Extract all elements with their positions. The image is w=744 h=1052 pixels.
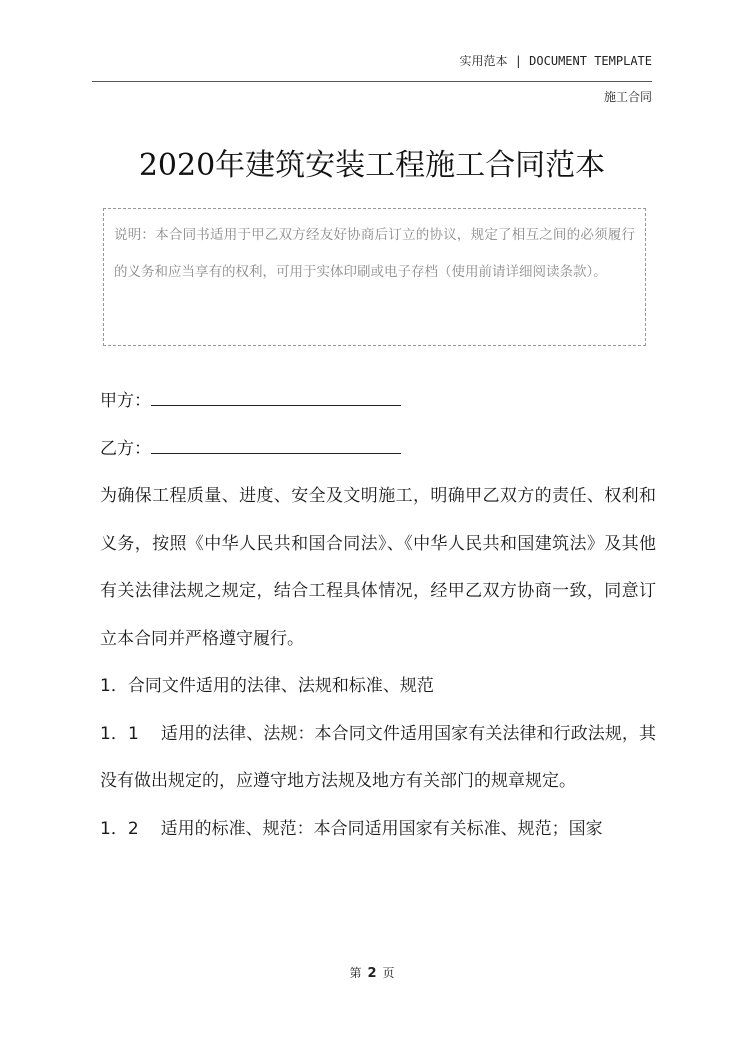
footer-prefix: 第 <box>349 966 362 980</box>
party-a-blank[interactable] <box>151 391 401 406</box>
party-a-line <box>100 378 656 426</box>
section-1-1-text: 适用的法律、法规：本合同文件适用国家有关法律和行政法规，其没有做出规定的，应遵守地方法规及地方有关部门的规章规定。 <box>100 723 657 791</box>
document-title: 2020年建筑安装工程施工合同范本 <box>138 148 606 183</box>
document-body <box>100 378 656 853</box>
section-1-heading: 1．合同文件适用的法律、法规和标准、规范 <box>100 676 434 696</box>
section-1-1-number: 1．1 <box>100 723 139 744</box>
page-footer <box>0 964 744 981</box>
section-1-1 <box>100 711 656 806</box>
party-a-label: 甲方： <box>100 391 151 411</box>
header-divider <box>92 81 652 82</box>
page-number: 2 <box>367 966 377 981</box>
party-b-line <box>100 426 656 474</box>
footer-suffix: 页 <box>382 966 395 980</box>
party-b-blank[interactable] <box>151 439 401 454</box>
note-box: 说明：本合同书适用于甲乙双方经友好协商后订立的协议，规定了相互之间的必须履行的义务和应当享有的权利，可用于实体印刷或电子存档（使用前请详细阅读条款）。 <box>103 208 646 346</box>
section-1-2 <box>100 806 656 854</box>
section-1-2-text: 适用的标准、规范：本合同适用国家有关标准、规范；国家 <box>160 818 603 839</box>
intro-paragraph: 为确保工程质量、进度、安全及文明施工，明确甲乙双方的责任、权利和义务，按照《中华人民共和国合同法》、《中华人民共和国建筑法》及其他有关法律法规之规定，结合工程具体情况，经甲乙双方协商一致，同意订立本合同并严格遵守履行。 <box>100 486 656 649</box>
party-b-label: 乙方： <box>100 438 151 459</box>
header-category: 施工合同 <box>603 90 652 104</box>
header-brand: 实用范本 | DOCUMENT TEMPLATE <box>459 54 652 68</box>
section-1-2-number: 1．2 <box>100 818 139 839</box>
